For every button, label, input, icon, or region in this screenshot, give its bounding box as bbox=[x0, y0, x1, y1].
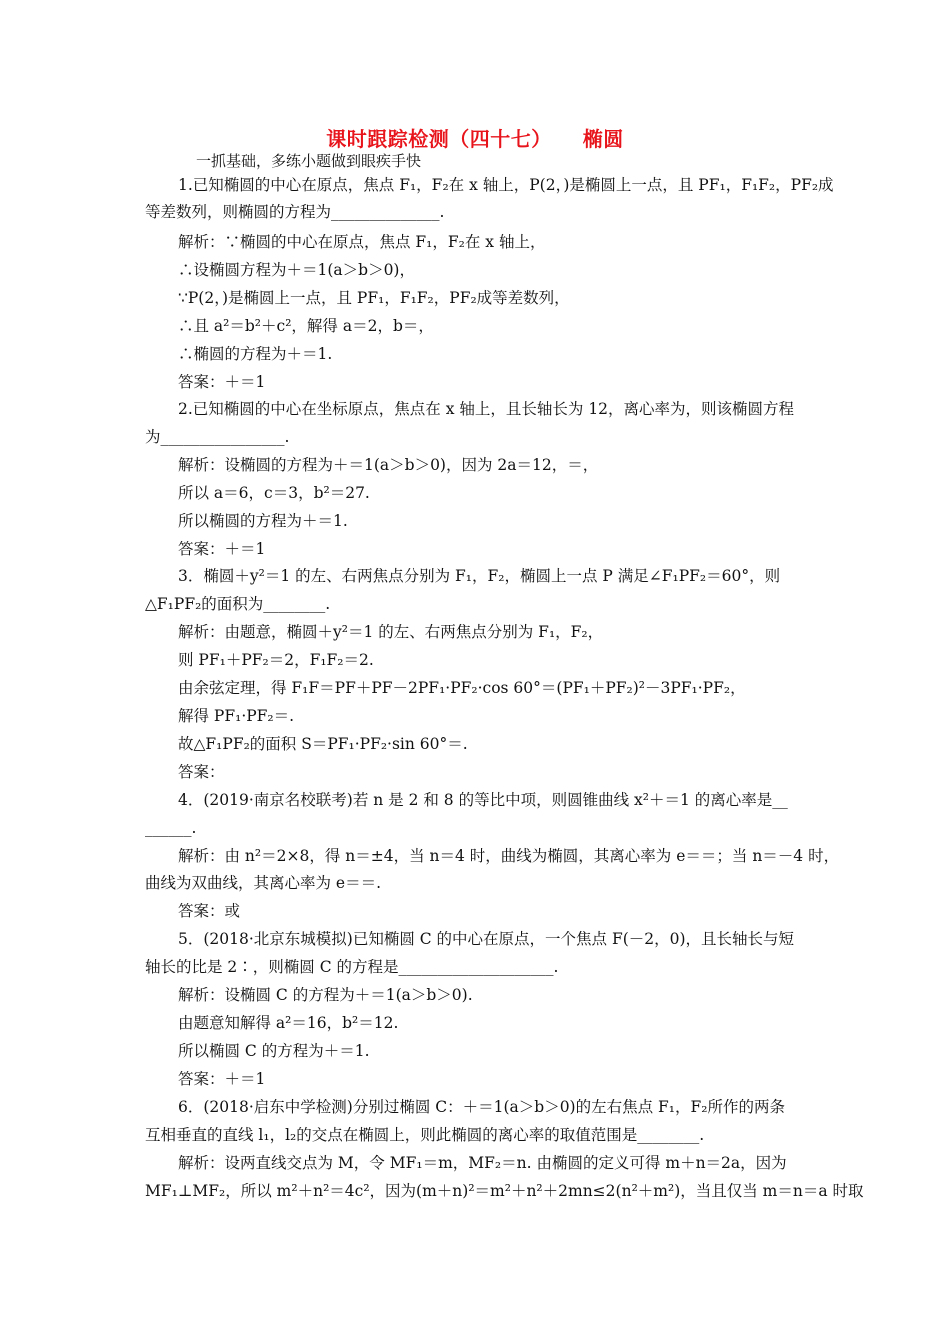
text-line: 解析：由 n²＝2×8，得 n＝±4，当 n＝4 时，曲线为椭圆，其离心率为 e＝＝；当 n＝－4 时， bbox=[178, 847, 840, 865]
text-line: ______. bbox=[145, 819, 197, 837]
text-line: ∴设椭圆方程为＋＝1(a＞b＞0)， bbox=[178, 261, 415, 279]
text-line: 3．椭圆＋y²＝1 的左、右两焦点分别为 F₁，F₂，椭圆上一点 P 满足∠F₁PF₂＝60°，则 bbox=[178, 567, 781, 585]
text-line: 答案：＋＝1 bbox=[178, 373, 266, 391]
text-line: 解析：设两直线交点为 M，令 MF₁＝m，MF₂＝n. 由椭圆的定义可得 m＋n＝2a，因为 bbox=[178, 1154, 787, 1172]
text-line: 1.已知椭圆的中心在原点，焦点 F₁，F₂在 x 轴上，P(2，)是椭圆上一点，且 PF₁，F₁F₂，PF₂成 bbox=[178, 176, 834, 194]
text-line: MF₁⊥MF₂，所以 m²＋n²＝4c²，因为(m＋n)²＝m²＋n²＋2mn≤2(n²＋m²)，当且仅当 m＝n＝a 时取 bbox=[145, 1182, 864, 1200]
text-line: 解得 PF₁·PF₂＝. bbox=[178, 707, 295, 725]
text-line: ∴椭圆的方程为＋＝1. bbox=[178, 345, 333, 363]
page-title: 课时跟踪检测（四十七） 椭圆 bbox=[326, 127, 624, 151]
text-line: 故△F₁PF₂的面积 S＝PF₁·PF₂·sin 60°＝. bbox=[178, 735, 468, 753]
text-line: 互相垂直的直线 l₁，l₂的交点在椭圆上，则此椭圆的离心率的取值范围是________. bbox=[145, 1126, 705, 1144]
text-line: 曲线为双曲线，其离心率为 e＝＝. bbox=[145, 874, 382, 892]
text-line: 5．(2018·北京东城模拟)已知椭圆 C 的中心在原点，一个焦点 F(－2，0)，且长轴长与短 bbox=[178, 930, 795, 948]
text-line: 2.已知椭圆的中心在坐标原点，焦点在 x 轴上，且长轴长为 12，离心率为，则该椭圆方程 bbox=[178, 400, 795, 418]
text-line: 由余弦定理，得 F₁F＝PF＋PF－2PF₁·PF₂·cos 60°＝(PF₁＋PF₂)²－3PF₁·PF₂， bbox=[178, 679, 746, 697]
text-line: 轴长的比是 2∶，则椭圆 C 的方程是____________________. bbox=[145, 958, 559, 976]
text-line: 4．(2019·南京名校联考)若 n 是 2 和 8 的等比中项，则圆锥曲线 x²＋＝1 的离心率是__ bbox=[178, 791, 788, 809]
text-line: 答案：或 bbox=[178, 902, 241, 920]
text-line: 所以椭圆的方程为＋＝1. bbox=[178, 512, 348, 530]
text-line: 为________________. bbox=[145, 428, 290, 446]
text-line: △F₁PF₂的面积为________. bbox=[145, 595, 331, 613]
text-line: 解析：∵椭圆的中心在原点，焦点 F₁，F₂在 x 轴上， bbox=[178, 233, 546, 251]
text-line: ∴且 a²＝b²＋c²，解得 a＝2，b＝， bbox=[178, 317, 434, 335]
text-line: 答案：＋＝1 bbox=[178, 540, 266, 558]
text-line: 解析：由题意，椭圆＋y²＝1 的左、右两焦点分别为 F₁，F₂， bbox=[178, 623, 604, 641]
text-line: 解析：设椭圆 C 的方程为＋＝1(a＞b＞0). bbox=[178, 986, 473, 1004]
text-line: 所以 a＝6，c＝3，b²＝27. bbox=[178, 484, 370, 502]
text-line: 由题意知解得 a²＝16，b²＝12. bbox=[178, 1014, 399, 1032]
text-line: 解析：设椭圆的方程为＋＝1(a＞b＞0)，因为 2a＝12，＝， bbox=[178, 456, 599, 474]
text-line: 答案：＋＝1 bbox=[178, 1070, 266, 1088]
text-line: 等差数列，则椭圆的方程为______________. bbox=[145, 203, 445, 221]
text-line: 答案： bbox=[178, 763, 225, 781]
text-line: 6．(2018·启东中学检测)分别过椭圆 C：＋＝1(a＞b＞0)的左右焦点 F₁，F₂所作的两条 bbox=[178, 1098, 785, 1116]
text-line: 则 PF₁＋PF₂＝2，F₁F₂＝2. bbox=[178, 651, 374, 669]
text-line: ∵P(2，)是椭圆上一点，且 PF₁，F₁F₂，PF₂成等差数列， bbox=[178, 289, 570, 307]
section-subtitle: 一抓基础，多练小题做到眼疾手快 bbox=[196, 152, 422, 170]
text-line: 所以椭圆 C 的方程为＋＝1. bbox=[178, 1042, 370, 1060]
